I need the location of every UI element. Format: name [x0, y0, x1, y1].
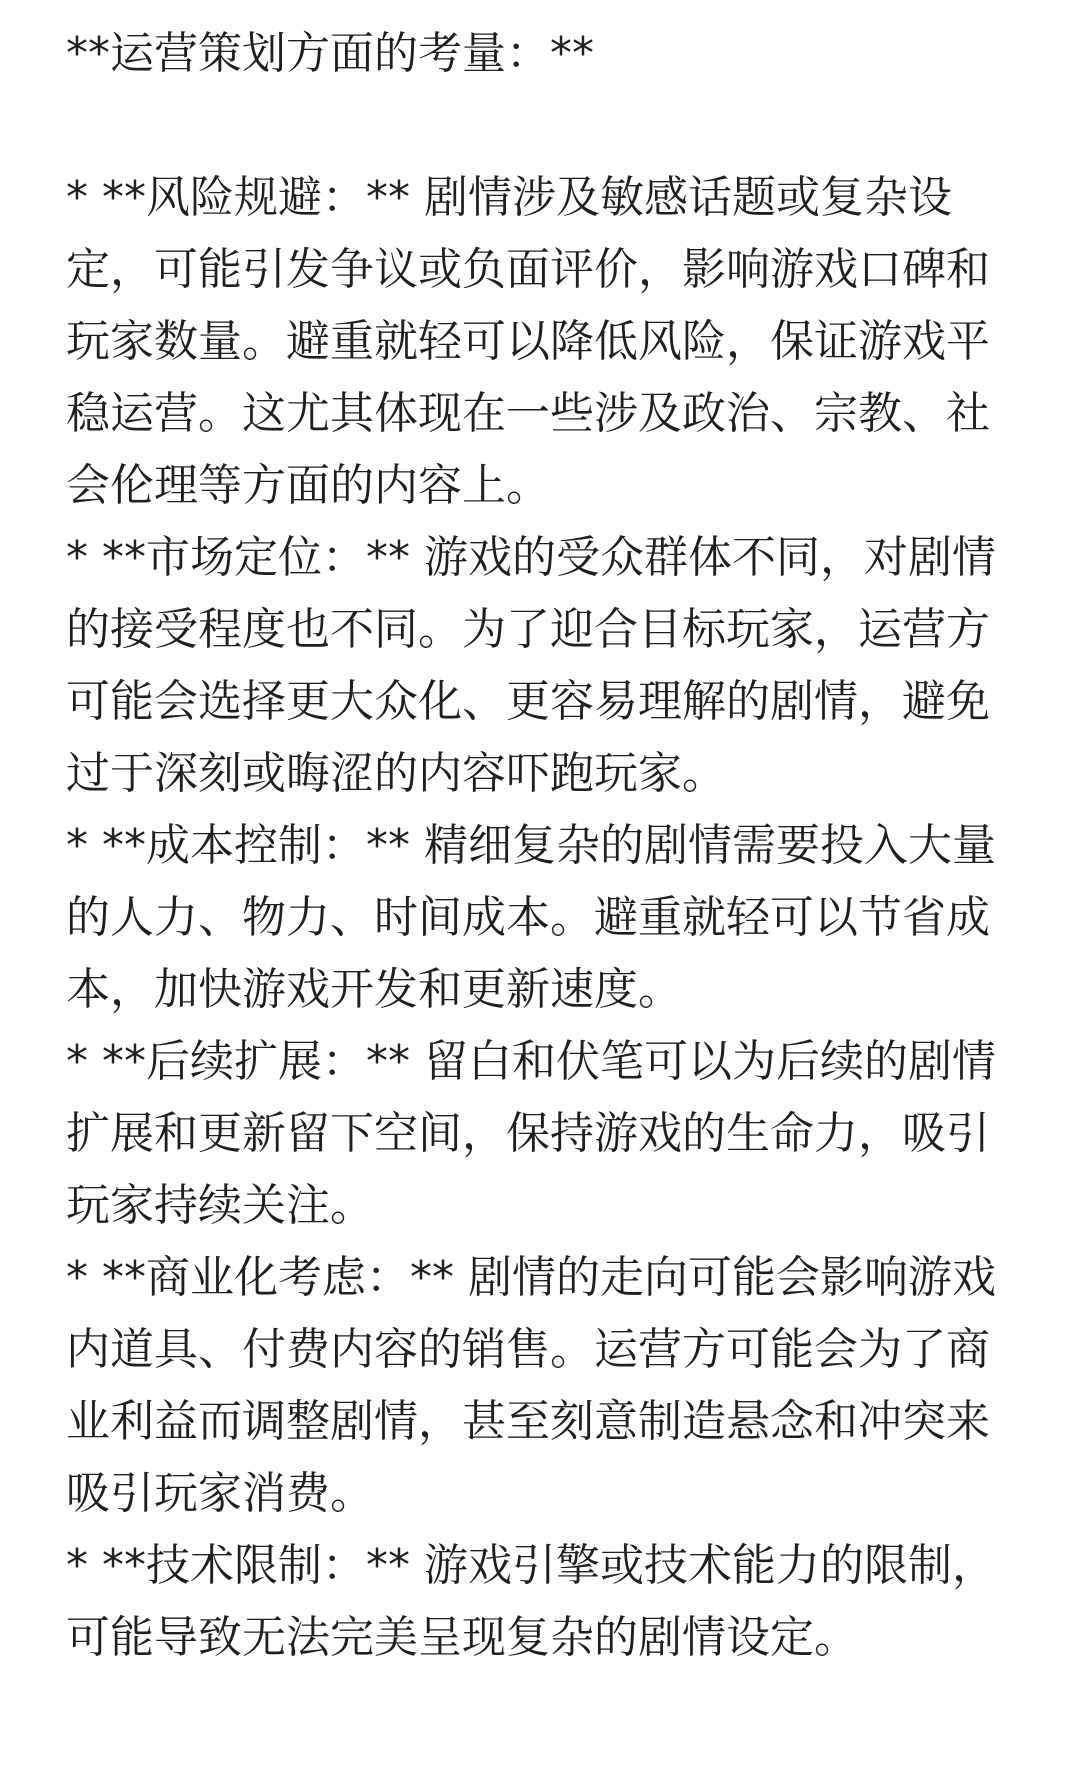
item-label: 商业化考虑：: [146, 1252, 410, 1303]
item-text: 游戏引擎或技术能力的限制，可能导致无法完美呈现复杂的剧情设定。: [66, 1540, 996, 1663]
item-label: 市场定位：: [146, 532, 366, 583]
item-text: 剧情涉及敏感话题或复杂设定，可能引发争议或负面评价，影响游戏口碑和玩家数量。避重就轻可以降低风险，保证游戏平稳运营。这尤其体现在一些涉及政治、宗教、社会伦理等方面的内容上。: [66, 172, 990, 511]
blank-line: [66, 90, 1020, 162]
item-text: 剧情的走向可能会影响游戏内道具、付费内容的销售。运营方可能会为了商业利益而调整剧情，甚至刻意制造悬念和冲突来吸引玩家消费。: [66, 1252, 996, 1519]
list-item-cost-control: [66, 810, 1020, 1026]
item-suffix: **: [366, 820, 424, 871]
list-item-risk-avoidance: [66, 162, 1020, 522]
item-text: 精细复杂的剧情需要投入大量的人力、物力、时间成本。避重就轻可以节省成本，加快游戏开发和更新速度。: [66, 820, 996, 1015]
item-suffix: **: [366, 532, 424, 583]
list-item-future-expansion: [66, 1026, 1020, 1242]
item-suffix: **: [366, 1036, 424, 1087]
item-label: 成本控制：: [146, 820, 366, 871]
item-suffix: **: [366, 1540, 424, 1591]
list-item-technical-limits: [66, 1530, 1020, 1674]
item-prefix: * **: [66, 1036, 146, 1087]
item-prefix: * **: [66, 1540, 146, 1591]
list-item-market-positioning: [66, 522, 1020, 810]
item-prefix: * **: [66, 172, 146, 223]
item-suffix: **: [410, 1252, 468, 1303]
item-text: 留白和伏笔可以为后续的剧情扩展和更新留下空间，保持游戏的生命力，吸引玩家持续关注。: [66, 1036, 996, 1231]
item-label: 技术限制：: [146, 1540, 366, 1591]
item-prefix: * **: [66, 820, 146, 871]
item-text: 游戏的受众群体不同，对剧情的接受程度也不同。为了迎合目标玩家，运营方可能会选择更大众化、更容易理解的剧情，避免过于深刻或晦涩的内容吓跑玩家。: [66, 532, 996, 799]
item-suffix: **: [366, 172, 424, 223]
item-label: 风险规避：: [146, 172, 366, 223]
item-prefix: * **: [66, 532, 146, 583]
list-item-commercialization: [66, 1242, 1020, 1530]
section-heading: **运营策划方面的考量：**: [66, 28, 594, 79]
item-label: 后续扩展：: [146, 1036, 366, 1087]
item-prefix: * **: [66, 1252, 146, 1303]
